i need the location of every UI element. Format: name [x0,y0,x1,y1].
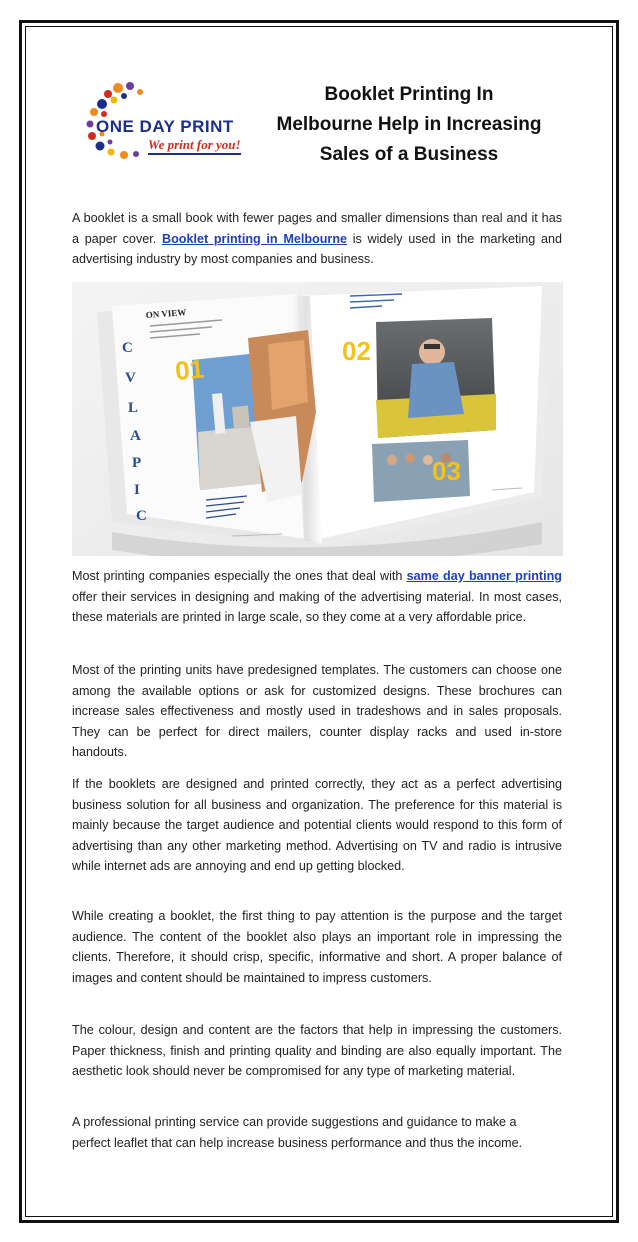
paragraph-professional-service [72,1112,562,1153]
article-title [256,80,562,170]
paragraph-line: perfect leaflet that can help increase business performance and thus the income. [72,1135,523,1150]
svg-text:I: I [134,482,140,498]
paragraph-intro [72,208,562,270]
image-page-heading: ON VIEW [145,307,187,320]
svg-text:L: L [128,400,139,416]
booklet-photo [72,282,563,556]
logo-brand-name: ONE DAY PRINT [96,117,234,136]
paragraph-templates: Most of the printing units have predesigned templates. The customers can choose one among the available options or ask for customized designs. These brochures can increase sales effectiveness and mostly used in tradeshows and in sales proposals. They can be perfect for direct mailers, counter display racks and used in-store handouts. [72,663,562,760]
booklet-printing-link[interactable]: Booklet printing in Melbourne [161,231,348,246]
paragraph-text: is widely used in the marketing and advertising industry by most companies and business. [72,231,563,267]
paragraph-text: offer their services in designing and making of the advertising material. In most cases, these materials are printed in large scale, so they come at a very affordable price. [72,589,562,625]
title-line-1: Booklet Printing In [324,84,494,105]
image-number-01: 01 [173,353,206,386]
svg-text:C: C [136,508,147,524]
title-line-2: Melbourne Help in Increasing [276,114,542,135]
svg-text:V: V [125,370,136,386]
paragraph-colour-design: The colour, design and content are the factors that help in impressing the customers. Paper thickness, finish and printing quality and binding are also equally important. The aesthetic look should never be compromised for any type of marketing material. [72,1023,562,1079]
paragraph-advertising: If the booklets are designed and printed correctly, they act as a perfect advertising business solution for all business and organization. The preference for this material is mainly because the target audience and potential clients would respond to this form of advertising than any other marketing method. Advertising on TV and radio is intrusive while internet ads are annoying and end up getting blocked. [72,777,562,874]
svg-text:P: P [132,455,142,471]
svg-text:C: C [122,340,133,356]
logo-tagline: We print for you! [148,138,241,155]
logo-text [96,118,256,155]
paragraph-line: A professional printing service can provide suggestions and guidance to make a [72,1115,517,1129]
paragraph-text: Most printing companies especially the ones that deal with [72,569,403,583]
paragraph-creating-booklet: While creating a booklet, the first thing to pay attention is the purpose and the target audience. The content of the booklet also plays an important role in impressing the clients. Therefore, it should crisp, specific, informative and short. A proper balance of images and content should be maintained to impress customers. [72,909,562,985]
image-number-02: 02 [342,336,371,366]
paragraph-text: A booklet is a small book with fewer pages and smaller dimensions than real and it has a paper cover. [72,211,562,246]
image-number-03: 03 [432,456,461,486]
paragraph-printing-companies [72,566,562,628]
title-line-3: Sales of a Business [319,144,499,165]
same-day-banner-printing-link[interactable]: same day banner printing [406,569,563,583]
svg-text:A: A [130,428,141,444]
